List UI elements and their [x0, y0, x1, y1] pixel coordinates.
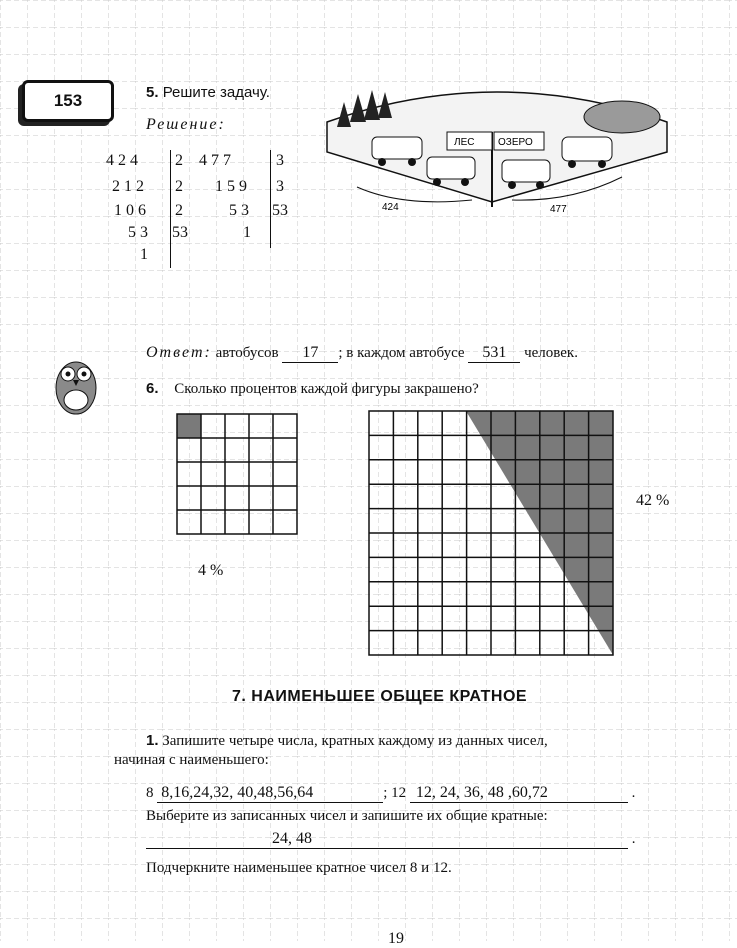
division-right-factor: 3	[276, 178, 284, 195]
task1-multiples-8: 8,16,24,32, 40,48,56,64	[157, 784, 383, 803]
task6-number: 6.	[146, 380, 159, 397]
task1-common-multiples: 24, 48	[146, 830, 628, 849]
answer-value-buses: 17	[282, 344, 338, 363]
division-left-factor: 2	[175, 202, 183, 219]
task1-prompt-line2: начиная с наименьшего:	[114, 752, 269, 768]
sign-right-label: ОЗЕРО	[498, 137, 533, 148]
division-right-row: 4 7 7	[199, 152, 231, 169]
small-grid-answer: 4 %	[198, 562, 224, 579]
task1-end: .	[631, 785, 636, 801]
small-grid	[176, 413, 300, 537]
division-left-factor: 53	[172, 224, 188, 241]
big-grid-answer: 42 %	[636, 492, 670, 509]
answer-text3: человек.	[524, 345, 578, 361]
sign-left-label: ЛЕС	[454, 137, 475, 148]
division-left-row: 2 1 2	[112, 178, 144, 195]
task1-multiples-12: 12, 24, 36, 48 ,60,72	[410, 784, 628, 803]
bus-illustration	[322, 82, 672, 222]
task1-n1: 8	[146, 785, 154, 801]
division-left-row: 1 0 6	[114, 202, 146, 219]
task5-answer	[146, 344, 578, 363]
lake-icon	[584, 101, 660, 133]
answer-text1: автобусов	[215, 345, 279, 361]
section-title: 7. НАИМЕНЬШЕЕ ОБЩЕЕ КРАТНОЕ	[232, 688, 528, 705]
task5-header	[146, 84, 270, 101]
task1-underline-prompt: Подчеркните наименьшее кратное чисел 8 и 12.	[146, 860, 452, 876]
task1-line1	[146, 732, 548, 750]
division-right-row: 1 5 9	[215, 178, 247, 195]
count-right: 477	[550, 204, 567, 215]
division-right-row: 1	[243, 224, 251, 241]
task6-prompt: Сколько процентов каждой фигуры закрашено?	[174, 381, 479, 397]
division-right-row: 5 3	[229, 202, 249, 219]
task1-n2: 12	[391, 785, 407, 801]
task1-number: 1.	[146, 732, 159, 749]
task5-number: 5.	[146, 84, 159, 101]
task6-header	[146, 380, 479, 398]
task1-multiples-line	[146, 784, 635, 803]
division-left-factor: 2	[175, 178, 183, 195]
answer-value-people: 531	[468, 344, 520, 363]
task1-select-prompt: Выберите из записанных чисел и запишите их общие кратные:	[146, 808, 548, 824]
count-left: 424	[382, 202, 399, 213]
division-right-factor: 3	[276, 152, 284, 169]
answer-label: Ответ:	[146, 344, 212, 361]
solution-label: Решение:	[146, 116, 226, 133]
page-badge: 153	[22, 80, 114, 122]
task1-prompt-line1: Запишите четыре числа, кратных каждому из данных чисел,	[162, 733, 548, 749]
division-left-row: 4 2 4	[106, 152, 138, 169]
task1-common-line	[146, 830, 636, 849]
task1-common-end: .	[631, 831, 636, 847]
division-left-row: 1	[140, 246, 148, 263]
division-left-bar	[170, 150, 171, 268]
division-right-bar	[270, 150, 271, 248]
big-grid	[368, 410, 616, 658]
answer-text2: ; в каждом автобусе	[338, 345, 465, 361]
footer-page-number: 19	[388, 930, 404, 947]
division-right	[195, 150, 275, 270]
small-grid-shaded-cell	[177, 414, 201, 438]
task5-prompt: Решите задачу.	[162, 84, 270, 101]
task1-separator: ;	[383, 785, 388, 801]
division-left	[100, 150, 180, 270]
owl-icon	[50, 348, 102, 420]
division-left-row: 5 3	[128, 224, 148, 241]
division-right-factor: 53	[272, 202, 288, 219]
division-left-factor: 2	[175, 152, 183, 169]
